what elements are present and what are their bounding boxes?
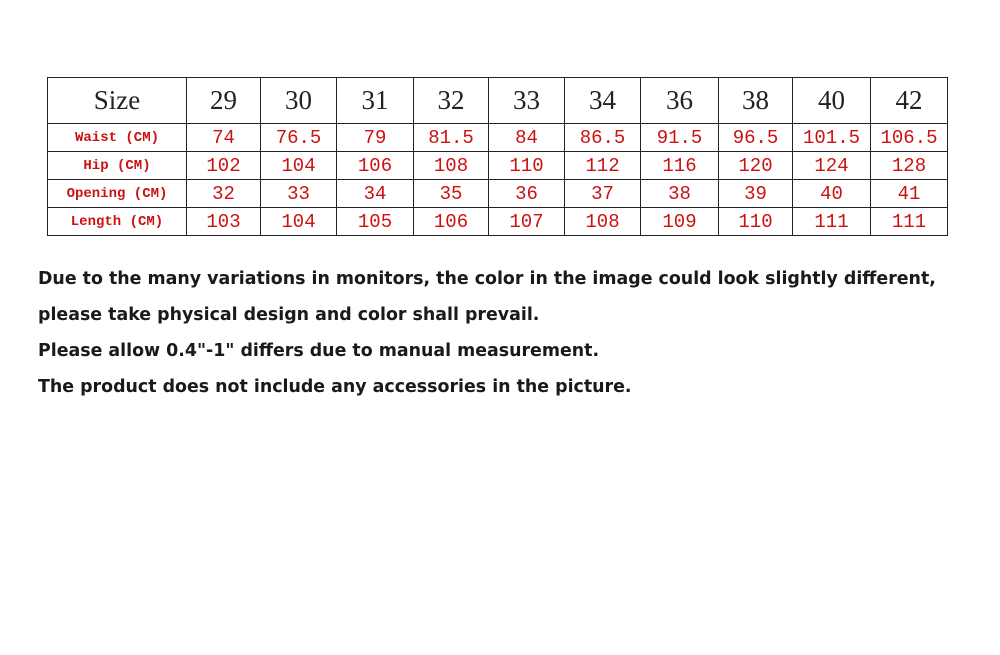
table-cell: 116 xyxy=(641,152,719,180)
size-header-cell: 42 xyxy=(871,78,948,124)
opening-row-label: Opening (CM) xyxy=(48,180,187,208)
size-header-label: Size xyxy=(48,78,187,124)
table-cell: 108 xyxy=(414,152,489,180)
table-cell: 33 xyxy=(261,180,337,208)
table-cell: 37 xyxy=(565,180,641,208)
table-cell: 81.5 xyxy=(414,124,489,152)
size-header-cell: 29 xyxy=(187,78,261,124)
table-cell: 124 xyxy=(793,152,871,180)
size-header-cell: 34 xyxy=(565,78,641,124)
size-chart-table xyxy=(47,77,948,236)
size-header-cell: 40 xyxy=(793,78,871,124)
table-cell: 120 xyxy=(719,152,793,180)
table-cell: 106 xyxy=(414,208,489,236)
size-header-cell: 33 xyxy=(489,78,565,124)
accessories-note: The product does not include any accessories in the picture. xyxy=(38,377,632,397)
measurement-tolerance-note: Please allow 0.4"-1" differs due to manual measurement. xyxy=(38,341,600,361)
table-cell: 112 xyxy=(565,152,641,180)
table-cell: 96.5 xyxy=(719,124,793,152)
table-cell: 106 xyxy=(337,152,414,180)
table-cell: 110 xyxy=(719,208,793,236)
table-cell: 106.5 xyxy=(871,124,948,152)
table-cell: 111 xyxy=(871,208,948,236)
table-cell: 35 xyxy=(414,180,489,208)
physical-design-note: please take physical design and color shall prevail. xyxy=(38,305,540,325)
table-cell: 41 xyxy=(871,180,948,208)
table-cell: 101.5 xyxy=(793,124,871,152)
hip-row-label: Hip (CM) xyxy=(48,152,187,180)
table-cell: 34 xyxy=(337,180,414,208)
table-cell: 36 xyxy=(489,180,565,208)
table-cell: 84 xyxy=(489,124,565,152)
table-cell: 105 xyxy=(337,208,414,236)
size-header-row xyxy=(48,78,948,124)
table-cell: 40 xyxy=(793,180,871,208)
table-cell: 109 xyxy=(641,208,719,236)
table-cell: 128 xyxy=(871,152,948,180)
color-variation-note: Due to the many variations in monitors, the color in the image could look slightly different, xyxy=(38,269,936,289)
hip-row xyxy=(48,152,948,180)
size-header-cell: 31 xyxy=(337,78,414,124)
disclaimer-notes xyxy=(38,264,978,408)
table-cell: 74 xyxy=(187,124,261,152)
table-cell: 32 xyxy=(187,180,261,208)
size-header-cell: 38 xyxy=(719,78,793,124)
opening-row xyxy=(48,180,948,208)
length-row-label: Length (CM) xyxy=(48,208,187,236)
table-cell: 108 xyxy=(565,208,641,236)
table-cell: 86.5 xyxy=(565,124,641,152)
table-cell: 102 xyxy=(187,152,261,180)
length-row xyxy=(48,208,948,236)
waist-row-label: Waist (CM) xyxy=(48,124,187,152)
waist-row xyxy=(48,124,948,152)
table-cell: 79 xyxy=(337,124,414,152)
table-cell: 39 xyxy=(719,180,793,208)
size-header-cell: 36 xyxy=(641,78,719,124)
table-cell: 107 xyxy=(489,208,565,236)
table-cell: 111 xyxy=(793,208,871,236)
table-cell: 38 xyxy=(641,180,719,208)
size-header-cell: 30 xyxy=(261,78,337,124)
size-header-cell: 32 xyxy=(414,78,489,124)
table-cell: 104 xyxy=(261,152,337,180)
table-cell: 76.5 xyxy=(261,124,337,152)
table-cell: 104 xyxy=(261,208,337,236)
table-cell: 103 xyxy=(187,208,261,236)
table-cell: 110 xyxy=(489,152,565,180)
table-cell: 91.5 xyxy=(641,124,719,152)
